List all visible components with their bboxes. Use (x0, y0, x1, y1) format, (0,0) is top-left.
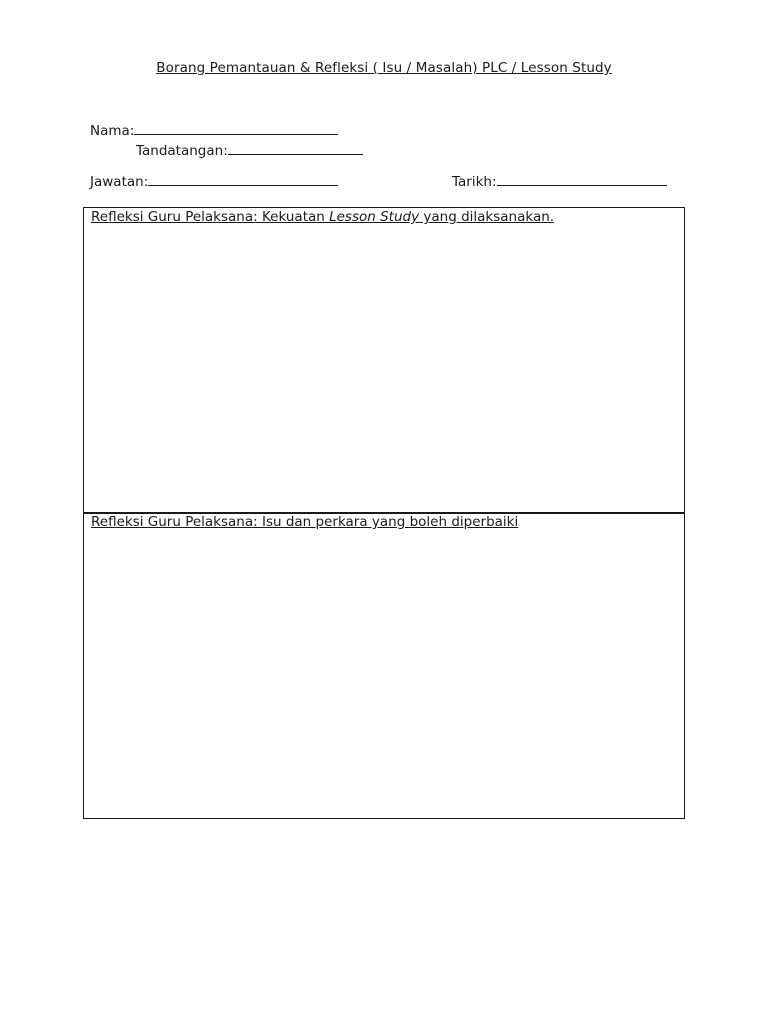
tandatangan-field (136, 142, 363, 159)
kekuatan-section-heading (91, 209, 554, 225)
tandatangan-label: Tandatangan: (136, 143, 228, 159)
kekuatan-heading-prefix: Refleksi Guru Pelaksana: Kekuatan (91, 209, 330, 225)
isu-section-box[interactable] (83, 513, 685, 819)
kekuatan-section-box[interactable] (83, 207, 685, 514)
tandatangan-blank[interactable] (228, 142, 363, 155)
jawatan-blank[interactable] (148, 173, 338, 186)
nama-field (90, 122, 338, 139)
nama-blank[interactable] (134, 122, 338, 135)
jawatan-label: Jawatan: (90, 174, 149, 190)
kekuatan-heading-emphasis: Lesson Study (329, 209, 420, 225)
tarikh-field (452, 173, 667, 190)
nama-label: Nama: (90, 123, 135, 139)
tarikh-blank[interactable] (497, 173, 667, 186)
kekuatan-heading-suffix: yang dilaksanakan. (419, 209, 555, 225)
tarikh-label: Tarikh: (452, 174, 497, 190)
isu-section-heading: Refleksi Guru Pelaksana: Isu dan perkara yang boleh diperbaiki (91, 514, 519, 530)
form-title: Borang Pemantauan & Refleksi ( Isu / Masalah) PLC / Lesson Study (156, 60, 612, 76)
jawatan-field (90, 173, 338, 190)
